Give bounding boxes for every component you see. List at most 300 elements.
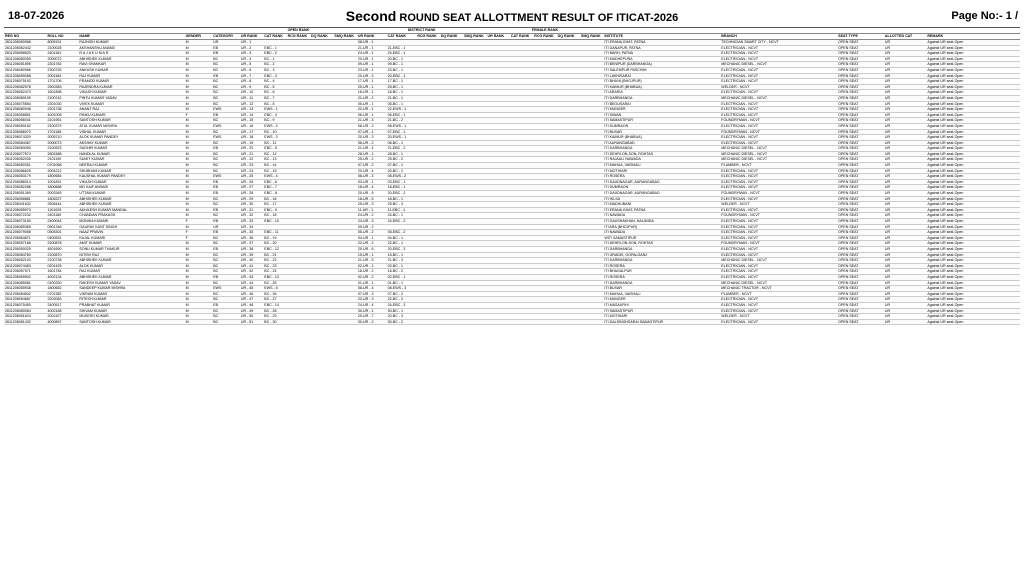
reg-no-cell: 2611206080064 <box>4 308 47 314</box>
seat-type-cell: OPEN SEAT <box>837 297 884 303</box>
institute-cell: ITI MUNGER <box>603 297 720 303</box>
category-cell: BC <box>212 252 240 258</box>
open-ur-rank-cell: UR - 30 <box>240 202 263 208</box>
roll-no-cell: 2400517 <box>47 302 79 308</box>
name-cell: AKSHAY KUMAR <box>78 140 184 146</box>
seat-type-cell: OPEN SEAT <box>837 219 884 225</box>
seat-type-cell: OPEN SEAT <box>837 207 884 213</box>
district-cat-rank-cell: 07-BC - 2 <box>387 291 417 297</box>
district-cat-rank-cell: 11-EBC - 1 <box>387 207 417 213</box>
institute-cell: ITI NAWADA <box>603 230 720 236</box>
category-cell: BC <box>212 297 240 303</box>
open-cat-rank-cell: EBC - 13 <box>263 274 286 280</box>
remark-cell: Against UR seat-Open <box>926 219 1020 225</box>
roll-no-cell: 2000072 <box>47 56 79 62</box>
district-ur-rank-cell: 20-UR - 2 <box>357 73 387 79</box>
category-cell: EWS <box>212 135 240 141</box>
gender-cell: M <box>185 168 213 174</box>
open-ur-rank-cell: UR - 24 <box>240 168 263 174</box>
institute-cell: ITI SALEMPUR PASCHIM <box>603 67 720 73</box>
remark-cell: Against UR seat-Open <box>926 258 1020 264</box>
branch-cell: WELDER - NCVT <box>720 314 837 320</box>
district-cat-rank-cell: 07-BC - 1 <box>387 163 417 169</box>
remark-cell: Against UR seat-Open <box>926 157 1020 163</box>
district-ur-rank-cell: 24-UR - 4 <box>357 302 387 308</box>
reg-no-cell: 2611206080948 <box>4 107 47 113</box>
reg-no-cell: 2611206082978 <box>4 84 47 90</box>
category-cell: BC <box>212 196 240 202</box>
column-header: DQ RANK <box>557 34 580 40</box>
category-cell: BC <box>212 101 240 107</box>
allotted-cat-cell: UR <box>884 73 927 79</box>
institute-cell: ITI BARH, PATNA <box>603 51 720 57</box>
roll-no-cell: 1800684 <box>47 174 79 180</box>
category-cell: EWS <box>212 123 240 129</box>
name-cell: RINKU KUMARI <box>78 112 184 118</box>
branch-cell: FOUNDRYMAN - NCVT <box>720 213 837 219</box>
allotted-cat-cell: UR <box>884 135 927 141</box>
district-cat-rank-cell: 22-BC - 2 <box>387 297 417 303</box>
institute-cell: ITI ROSERA <box>603 174 720 180</box>
reg-no-cell: 2611206058520 <box>4 51 47 57</box>
category-cell: BC <box>212 84 240 90</box>
gender-cell: M <box>185 146 213 152</box>
allotted-cat-cell: UR <box>884 67 927 73</box>
district-ur-rank-cell: 04-UR - 1 <box>357 235 387 241</box>
district-cat-rank-cell: 24-BC - 1 <box>387 213 417 219</box>
category-cell: EB <box>212 191 240 197</box>
category-cell: BC <box>212 235 240 241</box>
gender-cell: M <box>185 241 213 247</box>
allotted-cat-cell: UR <box>884 274 927 280</box>
category-cell: BC <box>212 151 240 157</box>
reg-no-cell: 2611206086014 <box>4 179 47 185</box>
allotted-cat-cell: UR <box>884 263 927 269</box>
seat-type-cell: OPEN SEAT <box>837 107 884 113</box>
seat-type-cell: OPEN SEAT <box>837 118 884 124</box>
district-ur-rank-cell: 17-UR - 1 <box>357 79 387 85</box>
name-cell: MUKESH KUMAR <box>78 314 184 320</box>
remark-cell: Against UR seat-Open <box>926 224 1020 230</box>
open-rank-group: OPEN RANK <box>240 28 357 34</box>
open-rcg-rank-cell <box>287 319 310 325</box>
gender-cell: M <box>185 56 213 62</box>
branch-cell: ELECTRICIAN - NCVT <box>720 174 837 180</box>
gender-cell: M <box>185 51 213 57</box>
district-cat-rank-cell: 25-BC - 3 <box>387 202 417 208</box>
remark-cell: Against UR seat-Open <box>926 291 1020 297</box>
roll-no-cell: 0400531 <box>47 235 79 241</box>
district-ur-rank-cell: 16-UR - 1 <box>357 90 387 96</box>
seat-type-cell: OPEN SEAT <box>837 246 884 252</box>
institute-cell: ITI DARBHANGA <box>603 146 720 152</box>
column-header: CATEGORY <box>212 34 240 40</box>
name-cell: AKHILESH KUMAR MANDAL <box>78 207 184 213</box>
branch-cell: ELECTRICIAN - NCVT <box>720 263 837 269</box>
open-cat-rank-cell: BC - 13 <box>263 157 286 163</box>
district-ur-rank-cell: 18-UR - 5 <box>357 196 387 202</box>
district-cat-rank-cell: 20-EWS - 1 <box>387 135 417 141</box>
gender-cell: M <box>185 151 213 157</box>
district-ur-rank-cell: 25-UR - 2 <box>357 157 387 163</box>
district-ur-rank-cell: 06-UR - 1 <box>357 112 387 118</box>
district-cat-rank-cell: 06-EBC - 1 <box>387 112 417 118</box>
district-ur-rank-cell: 23-UR - 1 <box>357 67 387 73</box>
branch-cell: ELECTRICIAN - NCVT <box>720 112 837 118</box>
name-cell: PINTU KUMAR YADAV <box>78 95 184 101</box>
column-header: UR RANK <box>240 34 263 40</box>
roll-no-cell: 2004212 <box>47 168 79 174</box>
seat-type-cell: OPEN SEAT <box>837 308 884 314</box>
branch-cell: MECHANIC DIESEL - NCVT <box>720 280 837 286</box>
open-ur-rank-cell: UR - 50 <box>240 314 263 320</box>
remark-cell: Against UR seat-Open <box>926 202 1020 208</box>
category-cell: BC <box>212 56 240 62</box>
name-cell: NEERAJ KUMAR <box>78 163 184 169</box>
district-cat-rank-cell: 01-BC - 1 <box>387 280 417 286</box>
gender-cell: M <box>185 129 213 135</box>
branch-cell: ELECTRICIAN - NCVT <box>720 90 837 96</box>
open-ur-rank-cell: UR - 44 <box>240 280 263 286</box>
category-cell: EB <box>212 185 240 191</box>
allotted-cat-cell: UR <box>884 51 927 57</box>
category-cell: UR <box>212 40 240 46</box>
open-cat-rank-cell: BC - 4 <box>263 79 286 85</box>
open-ur-rank-cell: UR - 26 <box>240 179 263 185</box>
gender-cell: M <box>185 207 213 213</box>
column-header: DQ RANK <box>440 34 463 40</box>
open-ur-rank-cell: UR - 2 <box>240 45 263 51</box>
seat-type-cell: OPEN SEAT <box>837 168 884 174</box>
allotted-cat-cell: UR <box>884 230 927 236</box>
allotted-cat-cell: UR <box>884 79 927 85</box>
roll-no-cell: 4501690 <box>47 246 79 252</box>
name-cell: KAUSHAL KUMAR PANDEY <box>78 174 184 180</box>
district-cat-rank-cell: 02-BC - 1 <box>387 263 417 269</box>
district-cat-rank-cell: 04-BC - 1 <box>387 235 417 241</box>
allotted-cat-cell: UR <box>884 118 927 124</box>
open-cat-rank-cell: EBC - 2 <box>263 51 286 57</box>
allotted-cat-cell: UR <box>884 252 927 258</box>
category-cell: EWS <box>212 174 240 180</box>
category-cell: EWS <box>212 286 240 292</box>
district-cat-rank-cell: 21-EBC - 2 <box>387 146 417 152</box>
roll-no-cell: 0100330 <box>47 280 79 286</box>
open-cat-rank-cell: EWS - 1 <box>263 107 286 113</box>
name-cell: NANDLAL KUMAR <box>78 151 184 157</box>
open-cat-rank-cell: EBC - 7 <box>263 185 286 191</box>
allotted-cat-cell: UR <box>884 185 927 191</box>
open-ur-rank-cell: UR - 18 <box>240 135 263 141</box>
institute-cell: ITI KAIMUR (BHABUA) <box>603 84 720 90</box>
roll-no-cell: 2505444 <box>47 202 79 208</box>
gender-cell: M <box>185 73 213 79</box>
allotted-cat-cell: UR <box>884 140 927 146</box>
reg-no-cell: 2611206085081 <box>4 280 47 286</box>
remark-cell: Against UR seat-Open <box>926 196 1020 202</box>
allotted-cat-cell: UR <box>884 196 927 202</box>
reg-no-cell: 2611206050025 <box>4 246 47 252</box>
seat-type-cell: OPEN SEAT <box>837 302 884 308</box>
institute-cell: ITI JIRADEI, GOPALGANJ <box>603 252 720 258</box>
name-cell: VIKRAM KUMAR <box>78 291 184 297</box>
roll-no-cell: 4002134 <box>47 274 79 280</box>
reg-no-cell: 2611206056041 <box>4 118 47 124</box>
name-cell: CHANDAN PRAKASH <box>78 213 184 219</box>
roll-no-cell: 2001107 <box>47 314 79 320</box>
name-cell: VIKASH KUMAR <box>78 179 184 185</box>
column-header: CAT RANK <box>263 34 286 40</box>
institute-cell: ITI DUMRAON <box>603 185 720 191</box>
open-cat-rank-cell: EBC - 3 <box>263 73 286 79</box>
institute-cell: ITI BHAYA (BHOJPUR) <box>603 79 720 85</box>
institute-cell: ITI MOTIHARI <box>603 314 720 320</box>
gender-cell: M <box>185 135 213 141</box>
branch-cell: ELECTRICIAN - NCVT <box>720 224 837 230</box>
seat-type-cell: OPEN SEAT <box>837 191 884 197</box>
category-cell: UR <box>212 224 240 230</box>
female-ur-rank-cell <box>487 319 510 325</box>
open-ur-rank-cell: UR - 22 <box>240 157 263 163</box>
reg-no-cell: 2611206058881 <box>4 196 47 202</box>
seat-type-cell: OPEN SEAT <box>837 90 884 96</box>
column-header: REG NO <box>4 34 47 40</box>
remark-cell: Against UR seat-Open <box>926 286 1020 292</box>
allotted-cat-cell: UR <box>884 95 927 101</box>
category-cell: BC <box>212 202 240 208</box>
branch-cell: ELECTRICIAN - NCVT <box>720 56 837 62</box>
gender-cell: M <box>185 314 213 320</box>
branch-cell: ELECTRICIAN - NCVT <box>720 308 837 314</box>
open-cat-rank-cell: BC - 12 <box>263 151 286 157</box>
reg-no-cell: 2611206059902 <box>4 274 47 280</box>
name-cell: ABHISHEK KUMAR <box>78 258 184 264</box>
gender-cell: M <box>185 67 213 73</box>
open-cat-rank-cell: BC - 26 <box>263 291 286 297</box>
district-cat-rank-cell: 24-EBC - 3 <box>387 302 417 308</box>
remark-cell: Against UR seat-Open <box>926 135 1020 141</box>
name-cell: SANTOSH KUMAR <box>78 118 184 124</box>
open-ur-rank-cell: UR - 12 <box>240 101 263 107</box>
district-cat-rank-cell: 24-EBC - 1 <box>387 51 417 57</box>
open-cat-rank-cell: BC - 28 <box>263 308 286 314</box>
roll-no-cell: 2401181 <box>47 51 79 57</box>
district-cat-rank-cell: 09-BC - 1 <box>387 62 417 68</box>
district-cat-rank-cell: 16-BC - 1 <box>387 90 417 96</box>
table-row <box>4 319 1020 325</box>
table-body <box>4 40 1020 325</box>
open-cat-rank-cell: BC - 11 <box>263 140 286 146</box>
remark-cell: Against UR seat-Open <box>926 84 1020 90</box>
remark-cell: Against UR seat-Open <box>926 79 1020 85</box>
open-ur-rank-cell: UR - 16 <box>240 123 263 129</box>
allotted-cat-cell: UR <box>884 269 927 275</box>
open-cat-rank-cell: BC - 27 <box>263 297 286 303</box>
female-dq-rank-cell <box>557 319 580 325</box>
open-cat-rank-cell: BC - 6 <box>263 90 286 96</box>
roll-no-cell: 1800652 <box>47 286 79 292</box>
gender-cell: M <box>185 84 213 90</box>
roll-no-cell: 0701068 <box>47 163 79 169</box>
institute-cell: ITI GAUSHAKHAN, NALANDA <box>603 219 720 225</box>
gender-cell: M <box>185 123 213 129</box>
gender-cell: M <box>185 274 213 280</box>
roll-no-cell: 2100028 <box>47 45 79 51</box>
seat-type-cell: OPEN SEAT <box>837 179 884 185</box>
category-cell: EB <box>212 246 240 252</box>
reg-no-cell: 2611206080199 <box>4 95 47 101</box>
district-ur-rank-cell: 30-UR - 1 <box>357 308 387 314</box>
reg-no-cell: 2611206086625 <box>4 168 47 174</box>
gender-cell: M <box>185 286 213 292</box>
institute-cell: ITI BUXAR <box>603 286 720 292</box>
district-ur-rank-cell: 07-UR - 2 <box>357 163 387 169</box>
name-cell: AKSHANSHU ANAND <box>78 45 184 51</box>
roll-no-cell: 2200878 <box>47 241 79 247</box>
allotted-cat-cell: UR <box>884 286 927 292</box>
district-cat-rank-cell: 17-BC - 1 <box>387 79 417 85</box>
gender-cell: M <box>185 297 213 303</box>
seat-type-cell: OPEN SEAT <box>837 258 884 264</box>
allotted-cat-cell: UR <box>884 319 927 325</box>
roll-no-cell: 2801588 <box>47 151 79 157</box>
allotted-cat-cell: UR <box>884 157 927 163</box>
roll-no-cell: 2100738 <box>47 258 79 264</box>
open-ur-rank-cell: UR - 42 <box>240 269 263 275</box>
open-ur-rank-cell: UR - 23 <box>240 163 263 169</box>
district-ur-rank-cell: 16-UR - 2 <box>357 269 387 275</box>
roll-no-cell: 1001891 <box>47 179 79 185</box>
category-cell: BC <box>212 129 240 135</box>
reg-no-cell: 2611206074463 <box>4 263 47 269</box>
name-cell: RAJ KUMAR <box>78 73 184 79</box>
remark-cell: Against UR seat-Open <box>926 263 1020 269</box>
district-cat-rank-cell: 20-EBC - 1 <box>387 73 417 79</box>
open-cat-rank-cell: EWS - 2 <box>263 123 286 129</box>
category-cell: BC <box>212 213 240 219</box>
district-cat-rank-cell: 22-BC - 1 <box>387 241 417 247</box>
district-ur-rank-cell: 25-UR - 1 <box>357 84 387 90</box>
column-header: GENDER <box>185 34 213 40</box>
reg-no-cell: 2611206084602 <box>4 291 47 297</box>
open-ur-rank-cell: UR - 3 <box>240 51 263 57</box>
district-cat-rank-cell: 21-BC - 1 <box>387 95 417 101</box>
open-ur-rank-cell: UR - 32 <box>240 213 263 219</box>
district-ur-rank-cell: 21-UR - 2 <box>357 95 387 101</box>
category-cell: EB <box>212 219 240 225</box>
institute-cell: ITI RAJAULI NAWADA <box>603 157 720 163</box>
open-ur-rank-cell: UR - 14 <box>240 112 263 118</box>
reg-no-cell: 2611206053179 <box>4 174 47 180</box>
open-cat-rank-cell: EWS - 5 <box>263 286 286 292</box>
remark-cell: Against UR seat-Open <box>926 151 1020 157</box>
open-cat-rank-cell: EBC - 8 <box>263 191 286 197</box>
district-ur-rank-cell: 20-UR - 5 <box>357 191 387 197</box>
district-cat-rank-cell: 21-EBC - 1 <box>387 45 417 51</box>
category-cell: BC <box>212 140 240 146</box>
open-ur-rank-cell: UR - 37 <box>240 241 263 247</box>
page-number: Page No:- 1 / <box>951 10 1018 22</box>
institute-cell: ITI MASAURHI <box>603 302 720 308</box>
allotted-cat-cell: UR <box>884 174 927 180</box>
allotted-cat-cell: UR <box>884 45 927 51</box>
seat-type-cell: OPEN SEAT <box>837 274 884 280</box>
column-header: ALLOTTED CAT <box>884 34 927 40</box>
allotted-cat-cell: UR <box>884 297 927 303</box>
roll-no-cell: 2101951 <box>47 118 79 124</box>
gender-cell: F <box>185 219 213 225</box>
gender-cell: M <box>185 179 213 185</box>
branch-cell: ELECTRICIAN - NCVT <box>720 67 837 73</box>
district-ur-rank-cell: 11-UR - 1 <box>357 207 387 213</box>
category-cell: EB <box>212 146 240 152</box>
district-cat-rank-cell: 16-BC - 2 <box>387 269 417 275</box>
district-rcg-rank-cell <box>416 319 439 325</box>
remark-cell: Against UR seat-Open <box>926 319 1020 325</box>
branch-cell: ELECTRICIAN - NCVT <box>720 230 837 236</box>
district-rank-group: DISTRICT RANK <box>357 28 487 34</box>
open-ur-rank-cell: UR - 10 <box>240 90 263 96</box>
gender-cell: M <box>185 280 213 286</box>
sheet-date: 18-07-2026 <box>8 10 65 22</box>
branch-cell: ELECTRICIAN - NCVT <box>720 319 837 325</box>
roll-no-cell: 2100870 <box>47 252 79 258</box>
column-header: RCG RANK <box>416 34 439 40</box>
reg-no-cell: 2611206086072 <box>4 129 47 135</box>
seat-type-cell: OPEN SEAT <box>837 84 884 90</box>
institute-cell: ITI KAIMUR (BHABUA) <box>603 135 720 141</box>
open-ur-rank-cell: UR - 34 <box>240 224 263 230</box>
branch-cell: MECHANIC DIESEL - NCVT <box>720 157 837 163</box>
seat-type-cell: OPEN SEAT <box>837 235 884 241</box>
reg-no-cell: 2611206054667 <box>4 297 47 303</box>
district-ur-rank-cell: 20-UR - 3 <box>357 135 387 141</box>
reg-no-cell: 2611206052035 <box>4 157 47 163</box>
category-cell: BC <box>212 314 240 320</box>
seat-type-cell: OPEN SEAT <box>837 56 884 62</box>
reg-no-cell: 2611206075192 <box>4 79 47 85</box>
remark-cell: Against UR seat-Open <box>926 280 1020 286</box>
allotted-cat-cell: UR <box>884 314 927 320</box>
gender-cell: M <box>185 95 213 101</box>
institute-cell: ITI MOTIHARI <box>603 168 720 174</box>
district-ur-rank-cell: 07-UR - 1 <box>357 129 387 135</box>
column-header: UR RANK <box>487 34 510 40</box>
open-ur-rank-cell: UR - 19 <box>240 140 263 146</box>
open-ur-rank-cell: UR - 48 <box>240 302 263 308</box>
allotted-cat-cell: UR <box>884 40 927 46</box>
open-cat-rank-cell: BC - 7 <box>263 95 286 101</box>
column-header: RCG RANK <box>533 34 556 40</box>
reg-no-cell: 2611206052288 <box>4 185 47 191</box>
institute-cell: ITI MADHEPURA <box>603 56 720 62</box>
district-cat-rank-cell: 08-EWS - 2 <box>387 174 417 180</box>
name-cell: MD KAIF ANSARI <box>78 185 184 191</box>
allotted-cat-cell: UR <box>884 151 927 157</box>
branch-cell: ELECTRICIAN - NCVT <box>720 196 837 202</box>
remark-cell: Against UR seat-Open <box>926 163 1020 169</box>
seat-type-cell: OPEN SEAT <box>837 185 884 191</box>
open-cat-rank-cell: BC - 16 <box>263 196 286 202</box>
remark-cell: Against UR seat-Open <box>926 112 1020 118</box>
gender-cell: M <box>185 163 213 169</box>
institute-cell: ITI DAUDNAGAR, AURANGABAD <box>603 179 720 185</box>
reg-no-cell: 2611206050068 <box>4 40 47 46</box>
name-cell: ABHISHEK KUMAR <box>78 202 184 208</box>
seat-type-cell: OPEN SEAT <box>837 230 884 236</box>
institute-cell: ITI BENIPUR (DARBHANGA) <box>603 62 720 68</box>
remark-cell: Against UR seat-Open <box>926 146 1020 152</box>
